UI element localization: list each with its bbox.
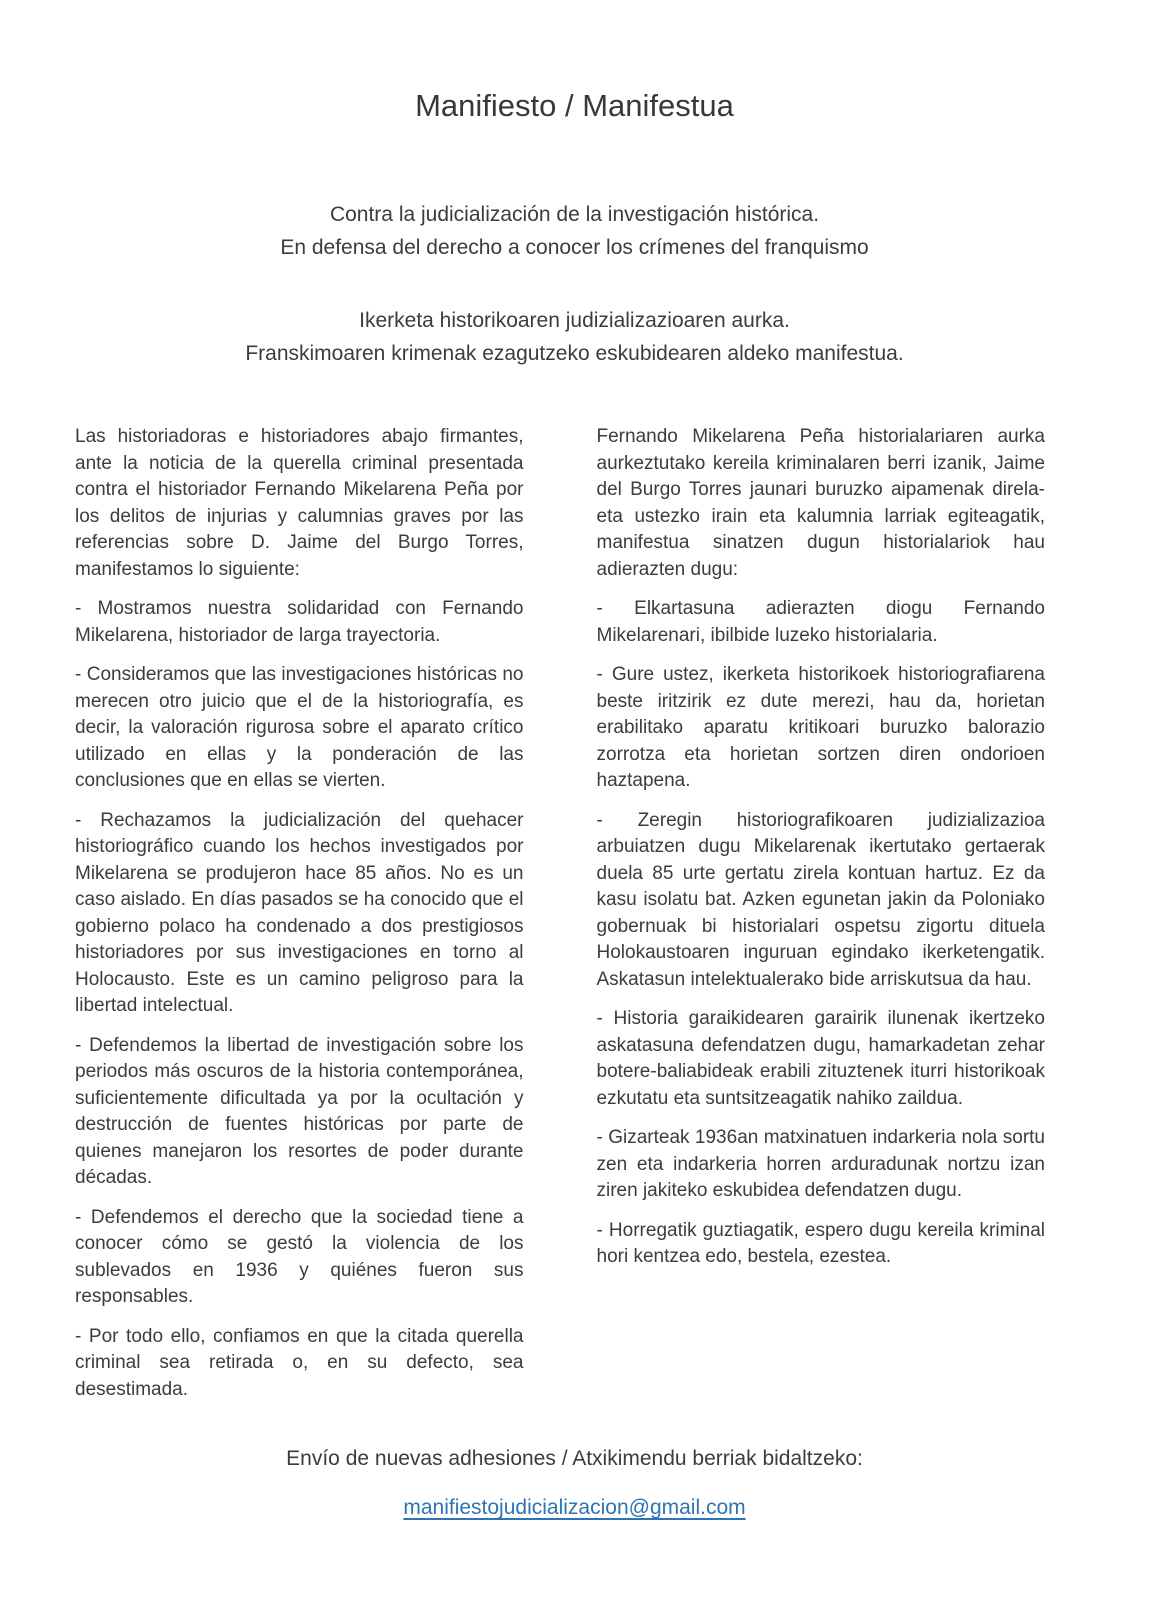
body-columns — [75, 424, 1045, 1416]
paragraph-historia-garaikidearen: - Historia garaikidearen garairik ilunenak ikertzeko askatasuna defendatzen dugu, hamarkadetan zehar botere-baliabideak erabili zituztenek iturri historikoak ezkutatu eta suntsitzeagatik nahiko zaildua. — [596, 1008, 1045, 1109]
paragraph-zeregin: - Zeregin historiografikoaren judizializazioa arbuiatzen dugu Mikelarenak ikertutako gertaerak duela 85 urte gertatu zirela kontuan hartuz. Ez da kasu isolatu bat. Azken egunetan jakin da Poloniako gobernuak bi historialari ospetsu zigortu dituela Holokaustoaren inguruan egindako ikerketengatik. Askatasun intelektualerako bide arriskutsua da hau. — [596, 809, 1045, 990]
subtitle-basque — [0, 304, 1149, 370]
paragraph-elkartasuna: - Elkartasuna adierazten diogu Fernando Mikelarenari, ibilbide luzeko historialaria. — [596, 598, 1045, 646]
right-column-basque — [597, 424, 1046, 1416]
paragraph-gizarteak: - Gizarteak 1936an matxinatuen indarkeria nola sortu zen eta indarkeria horren arduradunak nortzu izan ziren jakiteko eskubidea defendatzen dugu. — [596, 1127, 1045, 1201]
subtitle-basque-line-1: Ikerketa historikoaren judizializazioaren aurka. — [359, 309, 790, 332]
subtitle-spanish-line-2: En defensa del derecho a conocer los crímenes del franquismo — [280, 236, 869, 259]
paragraph-gure-ustez: - Gure ustez, ikerketa historikoek historiografiarena beste iritzirik ez dute merezi, hau da, horietan erabilitako aparatu kritikoari buruzko balorazio zorrotza eta horietan sortzen diren ondorioen haztapena. — [596, 664, 1045, 791]
paragraph-solidaridad: - Mostramos nuestra solidaridad con Fernando Mikelarena, historiador de larga trayectoria. — [75, 598, 524, 646]
subtitle-spanish — [0, 198, 1149, 264]
paragraph-consideramos: - Consideramos que las investigaciones históricas no merecen otro juicio que el de la historiografía, es decir, la valoración rigurosa sobre el aparato crítico utilizado en ellas y la ponderación de las conclusiones que en ellas se vierten. — [75, 664, 524, 791]
paragraph-horregatik: - Horregatik guztiagatik, espero dugu kereila kriminal hori kentzea edo, bestela, ezestea. — [596, 1219, 1045, 1267]
adhesions-label: Envío de nuevas adhesiones / Atxikimendu berriak bidaltzeko: — [286, 1447, 863, 1470]
paragraph-rechazamos: - Rechazamos la judicialización del quehacer historiográfico cuando los hechos investigados por Mikelarena se produjeron hace 85 años. No es un caso aislado. En días pasados se ha conocido que el gobierno polaco ha condenado a dos prestigiosos historiadores por sus investigaciones en torno al Holocausto. Este es un camino peligroso para la libertad intelectual. — [75, 809, 524, 1016]
email-link[interactable]: manifiestojudicializacion@gmail.com — [403, 1496, 746, 1519]
paragraph-por-todo-ello: - Por todo ello, confiamos en que la citada querella criminal sea retirada o, en su defecto, sea desestimada. — [75, 1325, 524, 1400]
footer-email-row — [0, 1496, 1149, 1520]
paragraph-defendemos-derecho: - Defendemos el derecho que la sociedad tiene a conocer cómo se gestó la violencia de los sublevados en 1936 y quiénes fueron sus responsables. — [75, 1206, 524, 1307]
subtitle-basque-line-2: Franskimoaren krimenak ezagutzeko eskubidearen aldeko manifestua. — [245, 342, 904, 365]
paragraph-defendemos-libertad: - Defendemos la libertad de investigación sobre los periodos más oscuros de la historia contemporánea, suficientemente dificultada ya por la ocultación y destrucción de fuentes históricas por parte de quienes manejaron los resortes de poder durante décadas. — [75, 1034, 524, 1188]
subtitle-spanish-line-1: Contra la judicialización de la investigación histórica. — [329, 203, 820, 226]
paragraph-intro-es: Las historiadoras e historiadores abajo firmantes, ante la noticia de la querella criminal presentada contra el historiador Fernando Mikelarena Peña por los delitos de injurias y calumnias graves por las referencias sobre D. Jaime del Burgo Torres, manifestamos lo siguiente: — [75, 426, 524, 580]
left-column-spanish — [75, 424, 524, 1416]
paragraph-intro-eu: Fernando Mikelarena Peña historialariaren aurka aurkeztutako kereila kriminalaren berri izanik, Jaime del Burgo Torres jaunari buruzko aipamenak direla-eta ustezko irain eta kalumnia larriak egiteagatik, manifestua sinatzen dugun historialariok hau adierazten dugu: — [596, 426, 1045, 580]
page-title: Manifiesto / Manifestua — [415, 88, 734, 123]
